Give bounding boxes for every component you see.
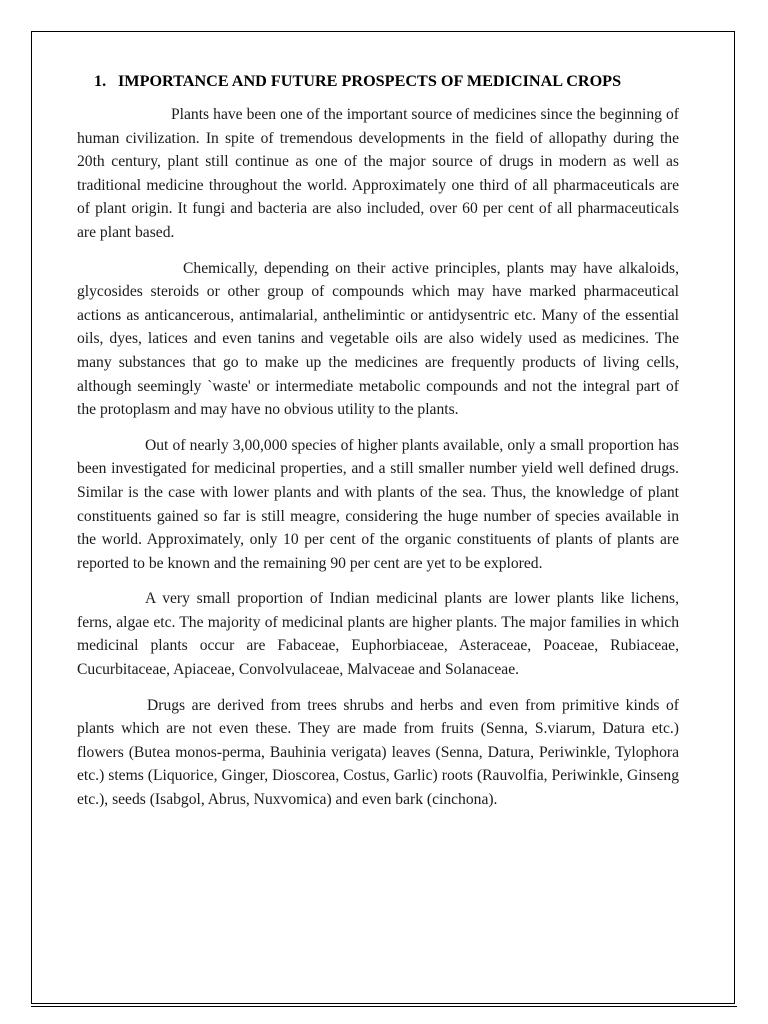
page-bottom-rule [31, 1006, 737, 1007]
document-body [77, 70, 679, 824]
section-heading [77, 70, 679, 92]
paragraph-chemistry: Chemically, depending on their active principles, plants may have alkaloids, glycosides steroids or other group of compounds which may have marked pharmaceutical actions as anticancerous, antimalarial, anthelimintic or antidysentric etc. Many of the essential oils, dyes, latices and even tanins and vegetable oils are also widely used as medicines. The many substances that go to make up the medicines are frequently products of living cells, although seemingly `waste' or intermediate metabolic compounds and not the integral part of the protoplasm and may have no obvious utility to the plants. [77, 259, 679, 419]
section-number: 1. [94, 72, 107, 90]
paragraph-species: Out of nearly 3,00,000 species of higher plants available, only a small proportion has been investigated for medicinal properties, and a still smaller number yield well defined drugs. Similar is the case with lower plants and with plants of the sea. Thus, the knowledge of plant constituents gained so far is still meagre, considering the huge number of species available in the world. Approximately, only 10 per cent of the organic constituents of plants of plants are reported to be known and the remaining 90 per cent are yet to be explored. [77, 436, 679, 572]
paragraph-drug-sources: Drugs are derived from trees shrubs and herbs and even from primitive kinds of plants which are not even these. They are made from fruits (Senna, S.viarum, Datura etc.) flowers (Butea monos-perma, Bauhinia verigata) leaves (Senna, Datura, Periwinkle, Tylophora etc.) stems (Liquorice, Ginger, Dioscorea, Costus, Garlic) roots (Rauvolfia, Periwinkle, Ginseng etc.), seeds (Isabgol, Abrus, Nuxvomica) and even bark (cinchona). [77, 696, 679, 809]
section-title: IMPORTANCE AND FUTURE PROSPECTS OF MEDICINAL CROPS [118, 72, 622, 90]
paragraph-intro: Plants have been one of the important source of medicines since the beginning of human civilization. In spite of tremendous developments in the field of allopathy during the 20th century, plant still continue as one of the major source of drugs in modern as well as traditional medicine throughout the world. Approximately one third of all pharmaceuticals are of plant origin. It fungi and bacteria are also included, over 60 per cent of all pharmaceuticals are plant based. [77, 106, 679, 241]
paragraph-indian-plants: A very small proportion of Indian medicinal plants are lower plants like lichens, ferns, algae etc. The majority of medicinal plants are higher plants. The major families in which medicinal plants occur are Fabaceae, Euphorbiaceae, Asteraceae, Poaceae, Rubiaceae, Cucurbitaceae, Apiaceae, Convolvulaceae, Malvaceae and Solanaceae. [77, 590, 679, 679]
